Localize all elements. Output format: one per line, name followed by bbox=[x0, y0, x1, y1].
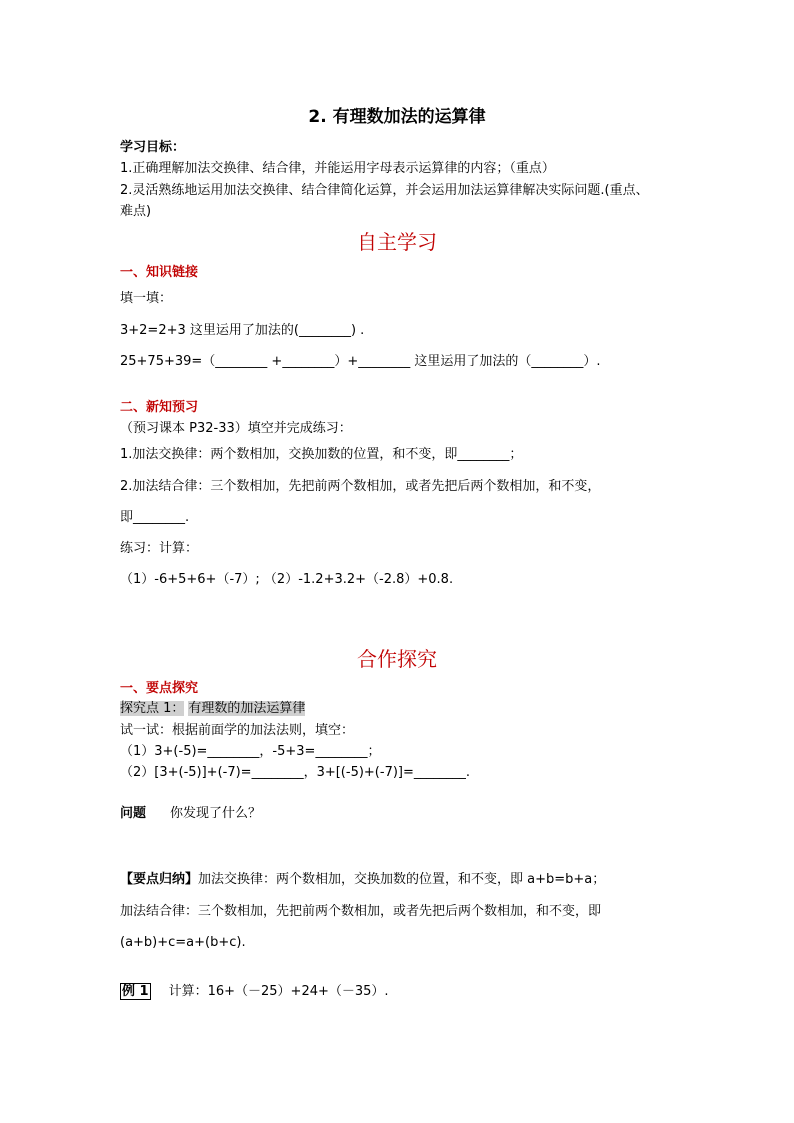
example-1 bbox=[120, 983, 389, 1001]
objective-item-2: 2.灵活熟练地运用加法交换律、结合律简化运算，并会运用加法运算律解决实际问题.(重点、 bbox=[120, 183, 649, 198]
section-heading-cooperative: 合作探究 bbox=[357, 647, 437, 671]
fill-in-line-2: 25+75+39=（________ +________）+________ 这里运用了加法的（________）. bbox=[120, 354, 601, 369]
knowledge-link-heading: 一、知识链接 bbox=[120, 265, 199, 280]
try-item-2: （2）[3+(-5)]+(-7)=________，3+[(-5)+(-7)]=________. bbox=[120, 765, 471, 780]
try-intro: 试一试：根据前面学的加法法则，填空： bbox=[120, 723, 355, 738]
commutative-law-item: 1.加法交换律：两个数相加，交换加数的位置，和不变，即________； bbox=[120, 447, 523, 462]
key-points-heading: 一、要点探究 bbox=[120, 681, 199, 696]
fill-in-line-1: 3+2=2+3 这里运用了加法的(________) . bbox=[120, 323, 365, 338]
example-text: 计算：16+（－25）+24+（－35）. bbox=[168, 984, 389, 999]
explore-point-label bbox=[120, 700, 305, 718]
practice-label: 练习：计算： bbox=[120, 541, 199, 556]
explore-point-title: 有理数的加法运算律 bbox=[188, 701, 306, 716]
example-label: 例 1 bbox=[122, 984, 149, 999]
practice-items: （1）-6+5+6+（-7）; （2）-1.2+3.2+（-2.8）+0.8. bbox=[120, 572, 454, 587]
associative-law-item-cont: 即________. bbox=[120, 510, 190, 525]
try-item-1: （1）3+(-5)=________，-5+3=________； bbox=[120, 744, 381, 759]
explore-point-number: 探究点 1： bbox=[120, 701, 185, 716]
page-title: 2. 有理数加法的运算律 bbox=[308, 107, 486, 127]
objectives-heading: 学习目标： bbox=[120, 140, 186, 155]
summary-text: 加法交换律：两个数相加，交换加数的位置，和不变，即 a+b=b+a； bbox=[198, 872, 606, 887]
summary-line-3: (a+b)+c=a+(b+c). bbox=[120, 935, 246, 950]
associative-law-item: 2.加法结合律：三个数相加，先把前两个数相加，或者先把后两个数相加，和不变， bbox=[120, 479, 601, 494]
summary-line-2: 加法结合律：三个数相加，先把前两个数相加，或者先把后两个数相加，和不变，即 bbox=[120, 904, 602, 919]
section-heading-self-study: 自主学习 bbox=[357, 230, 437, 254]
objective-item-2-cont: 难点) bbox=[120, 204, 152, 219]
summary-line-1 bbox=[120, 871, 605, 889]
preview-intro: （预习课本 P32-33）填空并完成练习： bbox=[120, 421, 352, 436]
question-label: 问题 bbox=[120, 806, 147, 821]
fill-in-intro: 填一填： bbox=[120, 291, 173, 306]
summary-label: 【要点归纳】 bbox=[120, 872, 199, 887]
preview-heading: 二、新知预习 bbox=[120, 400, 199, 415]
objective-item-1: 1.正确理解加法交换律、结合律，并能运用字母表示运算律的内容；（重点） bbox=[120, 161, 555, 176]
question-text: 你发现了什么？ bbox=[170, 806, 262, 821]
